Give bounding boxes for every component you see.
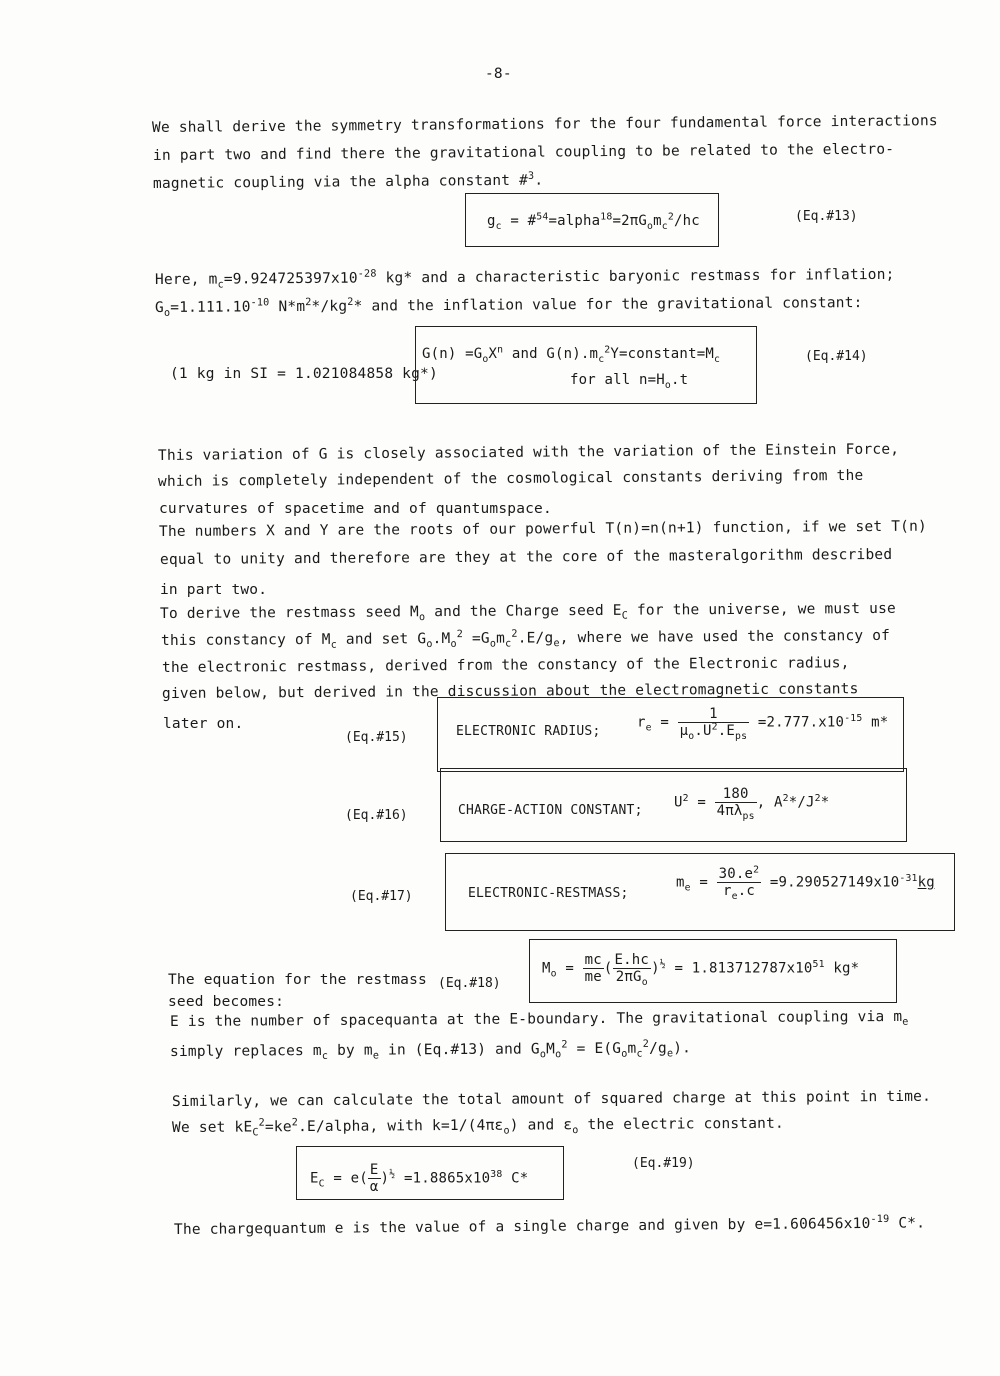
para1-line3: magnetic coupling via the alpha constant #$^3$.	[152, 170, 544, 192]
para3-line4: The numbers X and Y are the roots of our powerful T(n)=n(n+1) function, if we set T(n)	[158, 518, 928, 540]
eq15-formula: $r_e$ = $\frac{1}{\mu_o.U^2.E_{ps}}$ $=2.777.x10^{-15}$ m*	[637, 706, 889, 742]
eq15-name: ELECTRONIC RADIUS;	[456, 724, 601, 739]
para3-line3: curvatures of spacetime and of quantumspace.	[159, 501, 552, 517]
eq14-line2: for all $n=H_o.t$	[570, 372, 689, 391]
eq15-label: (Eq.#15)	[345, 730, 408, 745]
para4-line1: To derive the restmass seed $M_o$ and the Charge seed $E_C$ for the universe, we must use	[159, 600, 896, 624]
eq18-fraction-2: $\frac{E.hc}{2\pi G_o}$	[614, 952, 650, 988]
eq15-fraction: $\frac{1}{\mu_o.U^2.E_{ps}}$	[679, 706, 748, 742]
para1-line2: in part two and find there the gravitational coupling to be related to the electro-	[152, 141, 895, 164]
eq18-intro-line2: seed becomes:	[168, 994, 285, 1010]
para4-line2: this constancy of $M_c$ and set $G_o.M_o^2 =G_om_c^2.E/g_e$, where we have used the constancy of	[160, 627, 891, 651]
eq17-label: (Eq.#17)	[350, 889, 413, 904]
eq18-formula: $M_o$ = $\frac{mc}{me}$ ( $\frac{E.hc}{2\pi G_o}$ )$^{\frac{1}{2}} = 1.813712787x10^{51}$ kg*	[542, 952, 860, 988]
eq19-formula: $E_C = e$( $\frac{E}{\alpha}$ )$^{\frac{1}{2}} =1.8865x10^{38}$ C*	[310, 1162, 529, 1195]
eq16-fraction: $\frac{180}{4\pi\lambda_{ps}}$	[716, 786, 755, 822]
eq19-label: (Eq.#19)	[632, 1156, 695, 1171]
eq14-box	[415, 326, 757, 404]
eq17-formula: $m_e$ = $\frac{30.e^2}{r_e.c}$ $=9.290527149x10^{-31}kg$	[676, 864, 935, 902]
para3-line6: in part two.	[160, 582, 268, 598]
eq18-fraction-1: $\frac{mc}{me}$	[584, 952, 602, 985]
eq14-line1: $G(n) =G_oX^n$ and $G(n).m_c^2Y=constant=M_c$	[422, 344, 721, 365]
para6-line2: We set $kE_C^2=ke^2.E$/alpha, with $k=1/(4\pi\varepsilon_o)$ and $\varepsilon_o$ the electric constant.	[171, 1115, 784, 1139]
para2-line1: Here, $m_c=9.924725397x10^{-28}$ kg* and a characteristic baryonic restmass for inflation;	[154, 266, 895, 291]
eq16-formula: $U^2$ = $\frac{180}{4\pi\lambda_{ps}}$ , $A^2*/J^2*$	[674, 786, 830, 822]
eq13-formula: $g_c$ = $\#^{54}=alpha^{18}=2\pi G_om_c^2/hc$	[487, 211, 700, 232]
para4-line3: the electronic restmass, derived from the constancy of the Electronic radius,	[161, 655, 850, 676]
para4-line4: given below, but derived in the discussion about the electromagnetic constants	[161, 681, 859, 702]
para5-line1: E is the number of spacequanta at the E-boundary. The gravitational coupling via $m_e$	[169, 1008, 909, 1030]
eq17-fraction: $\frac{30.e^2}{r_e.c}$	[718, 864, 760, 902]
eq13-label: (Eq.#13)	[795, 209, 858, 224]
eq16-label: (Eq.#16)	[345, 808, 408, 823]
para3-line5: equal to unity and therefore are they at the core of the masteralgorithm described	[159, 546, 893, 568]
para2-line2: $G_o=1.111.10^{-10}$ $N*m^2*/kg^2*$ and the inflation value for the gravitational constant:	[154, 295, 863, 319]
para3-line2: which is completely independent of the cosmological constants deriving from the	[157, 467, 864, 490]
para5-line2: simply replaces $m_c$ by $m_e$ in (Eq.#13) and $G_oM_o^2 = E(G_om_c^2/g_e)$.	[169, 1038, 692, 1062]
para3-line1: This variation of G is closely associated with the variation of the Einstein Force,	[157, 441, 900, 464]
eq18-label: (Eq.#18)	[438, 976, 501, 991]
eq18-intro-line1: The equation for the restmass	[168, 972, 427, 988]
para6-line1: Similarly, we can calculate the total amount of squared charge at this point in time.	[171, 1088, 932, 1110]
eq14-label: (Eq.#14)	[805, 349, 868, 364]
eq19-fraction: $\frac{E}{\alpha}$	[369, 1162, 379, 1195]
page-number: -8-	[485, 66, 512, 82]
eq17-name: ELECTRONIC-RESTMASS;	[468, 886, 629, 901]
eq16-name: CHARGE-ACTION CONSTANT;	[458, 803, 643, 818]
para7-line: The chargequantum e is the value of a single charge and given by $e=1.606456x10^{-19}$ C*.	[173, 1213, 926, 1238]
eq14-side-note: (1 kg in SI = 1.021084858 kg*)	[170, 366, 438, 382]
para4-line5: later on.	[163, 716, 244, 732]
para1-line1: We shall derive the symmetry transformations for the four fundamental force interactions	[151, 113, 938, 136]
